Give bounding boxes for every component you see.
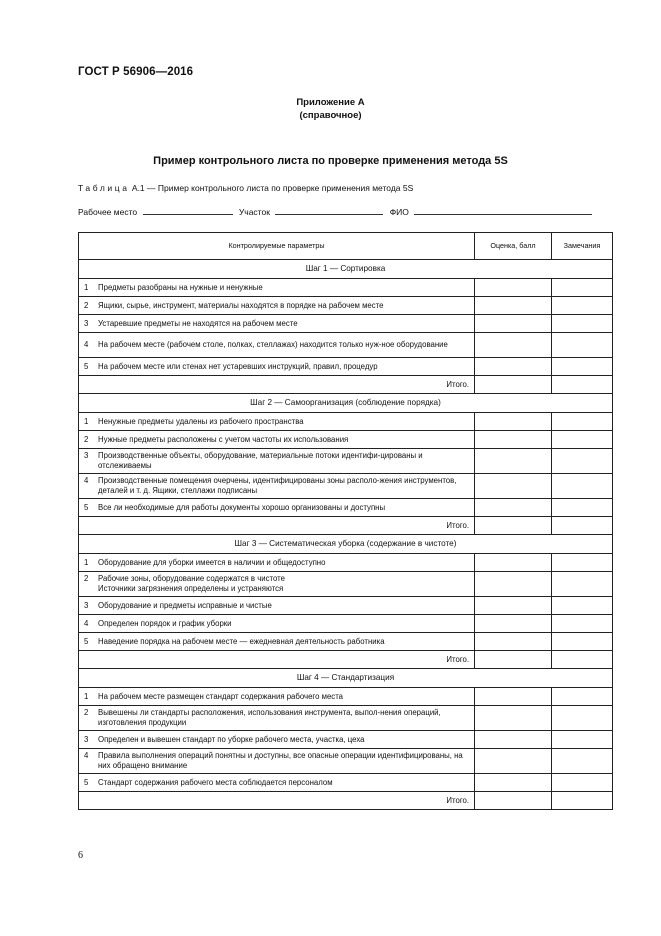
remarks-cell[interactable]	[552, 554, 613, 572]
item-text-block	[98, 601, 469, 611]
section-label: Участок	[238, 207, 270, 217]
checklist-item	[79, 749, 475, 774]
checklist-item	[79, 633, 475, 651]
score-cell[interactable]	[475, 572, 552, 597]
total-score-cell[interactable]	[475, 376, 552, 394]
item-text-block	[98, 340, 469, 350]
item-number: 3	[84, 600, 89, 610]
item-number: 3	[84, 318, 89, 328]
column-header-remarks: Замечания	[552, 233, 613, 260]
item-number: 2	[84, 708, 89, 717]
checklist-item	[79, 688, 475, 706]
item-text-block	[98, 619, 469, 629]
item-text: Рабочие зоны, оборудование содержатся в чистоте	[98, 574, 285, 583]
item-number: 2	[84, 300, 89, 310]
remarks-cell[interactable]	[552, 474, 613, 499]
checklist-row	[79, 597, 613, 615]
checklist-item	[79, 315, 475, 333]
checklist-row	[79, 633, 613, 651]
item-text: Стандарт содержания рабочего места соблюдается персоналом	[98, 777, 333, 787]
item-content	[84, 435, 469, 445]
item-text: На рабочем месте или стенах нет устаревших инструкций, правил, процедур	[98, 361, 378, 371]
checklist-item	[79, 615, 475, 633]
table-caption-text: — Пример контрольного листа по проверке применения метода 5S	[147, 183, 414, 193]
item-text-block	[98, 362, 469, 372]
item-content	[84, 451, 469, 471]
checklist-row	[79, 554, 613, 572]
total-label: Итого.	[79, 651, 475, 669]
table-caption-number: А.1	[131, 183, 145, 193]
item-content	[84, 340, 469, 350]
checklist-item	[79, 358, 475, 376]
column-header-params: Контролируемые параметры	[79, 233, 475, 260]
checklist-item	[79, 706, 475, 731]
total-remarks-cell[interactable]	[552, 792, 613, 810]
step-header-row	[79, 260, 613, 279]
item-number: 1	[84, 691, 89, 701]
table-caption	[78, 183, 413, 193]
item-text: Предметы разобраны на нужные и ненужные	[98, 282, 263, 292]
remarks-cell[interactable]	[552, 633, 613, 651]
remarks-cell[interactable]	[552, 572, 613, 597]
item-text: Оборудование для уборки имеется в наличии и общедоступно	[98, 557, 326, 567]
total-score-cell[interactable]	[475, 651, 552, 669]
checklist-row	[79, 315, 613, 333]
checklist-row	[79, 499, 613, 517]
total-label: Итого.	[79, 376, 475, 394]
score-cell[interactable]	[475, 315, 552, 333]
score-cell[interactable]	[475, 633, 552, 651]
item-number: 4	[84, 476, 89, 485]
checklist-row	[79, 279, 613, 297]
item-number: 5	[84, 502, 89, 512]
step-title: Шаг 1 — Сортировка	[79, 260, 613, 279]
item-number: 1	[84, 416, 89, 426]
checklist-row	[79, 449, 613, 474]
item-content	[84, 751, 469, 771]
item-text-block	[98, 451, 469, 471]
item-text-block	[98, 637, 469, 647]
item-text: Правила выполнения операций понятны и доступны, все опасные операции идентифицированы, на них обращено внимание	[98, 751, 463, 770]
total-row	[79, 517, 613, 535]
item-number: 3	[84, 451, 89, 460]
remarks-cell[interactable]	[552, 615, 613, 633]
step-header-row	[79, 535, 613, 554]
item-content	[84, 301, 469, 311]
name-label: ФИО	[389, 207, 409, 217]
item-text-block	[98, 735, 469, 745]
item-content	[84, 503, 469, 513]
step-title: Шаг 3 — Систематическая уборка (содержание в чистоте)	[79, 535, 613, 554]
remarks-cell[interactable]	[552, 358, 613, 376]
score-cell[interactable]	[475, 474, 552, 499]
item-text-block	[98, 503, 469, 513]
remarks-cell[interactable]	[552, 431, 613, 449]
item-content	[84, 417, 469, 427]
item-text: На рабочем месте (рабочем столе, полках, стеллажах) находится только нуж-ное оборудование	[98, 340, 448, 349]
item-content	[84, 778, 469, 788]
remarks-cell[interactable]	[552, 315, 613, 333]
checklist-row	[79, 688, 613, 706]
score-cell[interactable]	[475, 279, 552, 297]
score-cell[interactable]	[475, 333, 552, 358]
workplace-field[interactable]	[143, 206, 233, 215]
header-row	[79, 233, 613, 260]
remarks-cell[interactable]	[552, 688, 613, 706]
item-text-block	[98, 319, 469, 329]
score-cell[interactable]	[475, 297, 552, 315]
item-text: Ненужные предметы удалены из рабочего пространства	[98, 416, 304, 426]
standard-number: ГОСТ Р 56906—2016	[78, 66, 194, 78]
checklist-row	[79, 358, 613, 376]
item-content	[84, 601, 469, 611]
item-text: Наведение порядка на рабочем месте — ежедневная деятельность работника	[98, 636, 385, 646]
score-cell[interactable]	[475, 774, 552, 792]
total-score-cell[interactable]	[475, 517, 552, 535]
item-number: 1	[84, 557, 89, 567]
item-content	[84, 283, 469, 293]
checklist-body	[79, 233, 613, 810]
item-text-block	[98, 283, 469, 293]
item-text-block	[98, 435, 469, 445]
item-text: Определен и вывешен стандарт по уборке рабочего места, участка, цеха	[98, 734, 365, 744]
item-text-block	[98, 751, 469, 771]
checklist-item	[79, 731, 475, 749]
total-row	[79, 792, 613, 810]
item-text-block	[98, 708, 469, 728]
item-text-second-line: Источники загрязнения определены и устраняются	[98, 584, 284, 593]
score-cell[interactable]	[475, 358, 552, 376]
remarks-cell[interactable]	[552, 499, 613, 517]
step-title: Шаг 4 — Стандартизация	[79, 669, 613, 688]
annex-heading	[0, 96, 661, 122]
item-text: На рабочем месте размещен стандарт содержания рабочего места	[98, 691, 344, 701]
column-header-score: Оценка, балл	[475, 233, 552, 260]
checklist-item	[79, 572, 475, 597]
checklist-item	[79, 774, 475, 792]
remarks-cell[interactable]	[552, 749, 613, 774]
checklist-row	[79, 413, 613, 431]
remarks-cell[interactable]	[552, 449, 613, 474]
item-text-block	[98, 417, 469, 427]
score-cell[interactable]	[475, 749, 552, 774]
remarks-cell[interactable]	[552, 333, 613, 358]
checklist-item	[79, 279, 475, 297]
item-content	[84, 558, 469, 568]
checklist-item	[79, 554, 475, 572]
name-field[interactable]	[414, 206, 592, 215]
checklist-row	[79, 749, 613, 774]
item-text: Все ли необходимые для работы документы хорошо организованы и доступны	[98, 502, 386, 512]
score-cell[interactable]	[475, 731, 552, 749]
checklist-item	[79, 413, 475, 431]
checklist-row	[79, 333, 613, 358]
item-text: Определен порядок и график уборки	[98, 618, 232, 628]
item-text-block	[98, 692, 469, 702]
checklist-row	[79, 731, 613, 749]
item-content	[84, 637, 469, 647]
item-content	[84, 319, 469, 329]
item-text-block	[98, 778, 469, 788]
total-label: Итого.	[79, 792, 475, 810]
document-title: Пример контрольного листа по проверке применения метода 5S	[153, 155, 508, 167]
score-cell[interactable]	[475, 688, 552, 706]
section-field[interactable]	[275, 206, 383, 215]
remarks-cell[interactable]	[552, 597, 613, 615]
remarks-cell[interactable]	[552, 706, 613, 731]
workplace-label: Рабочее место	[78, 207, 138, 217]
item-content	[84, 619, 469, 629]
checklist-item	[79, 597, 475, 615]
step-title: Шаг 2 — Самоорганизация (соблюдение порядка)	[79, 394, 613, 413]
score-cell[interactable]	[475, 431, 552, 449]
form-fields	[78, 206, 612, 217]
item-number: 2	[84, 434, 89, 444]
checklist-item	[79, 449, 475, 474]
checklist-row	[79, 774, 613, 792]
score-cell[interactable]	[475, 449, 552, 474]
score-cell[interactable]	[475, 597, 552, 615]
checklist-row	[79, 572, 613, 597]
checklist-item	[79, 474, 475, 499]
checklist-table	[78, 232, 613, 810]
item-text-block	[98, 301, 469, 311]
item-text: Оборудование и предметы исправные и чистые	[98, 600, 272, 610]
item-number: 5	[84, 777, 89, 787]
total-label: Итого.	[79, 517, 475, 535]
checklist-row	[79, 474, 613, 499]
checklist-row	[79, 706, 613, 731]
item-text: Устаревшие предметы не находятся на рабочем месте	[98, 318, 298, 328]
score-cell[interactable]	[475, 615, 552, 633]
score-cell[interactable]	[475, 499, 552, 517]
score-cell[interactable]	[475, 554, 552, 572]
remarks-cell[interactable]	[552, 297, 613, 315]
total-score-cell[interactable]	[475, 792, 552, 810]
item-number: 4	[84, 340, 89, 349]
step-header-row	[79, 669, 613, 688]
checklist-row	[79, 615, 613, 633]
annex-note: (справочное)	[299, 110, 362, 121]
item-number: 2	[84, 574, 89, 583]
item-text: Производственные помещения очерчены, идентифицированы зоны располо-жения инструментов, деталей и т. д. Ящики, стеллажи подписаны	[98, 476, 457, 495]
remarks-cell[interactable]	[552, 731, 613, 749]
score-cell[interactable]	[475, 706, 552, 731]
item-content	[84, 476, 469, 496]
item-number: 5	[84, 361, 89, 371]
total-row	[79, 651, 613, 669]
item-text-block	[98, 558, 469, 568]
table-caption-label: Таблица	[78, 183, 130, 193]
total-row	[79, 376, 613, 394]
checklist-item	[79, 333, 475, 358]
checklist-item	[79, 297, 475, 315]
item-number: 4	[84, 618, 89, 628]
step-header-row	[79, 394, 613, 413]
checklist-item	[79, 499, 475, 517]
item-number: 1	[84, 282, 89, 292]
item-number: 3	[84, 734, 89, 744]
item-content	[84, 362, 469, 372]
item-number: 5	[84, 636, 89, 646]
item-content	[84, 708, 469, 728]
item-text: Вывешены ли стандарты расположения, использования инструмента, выпол-нения операций, изготовления продукции	[98, 708, 441, 727]
item-text: Нужные предметы расположены с учетом частоты их использования	[98, 434, 349, 444]
total-remarks-cell[interactable]	[552, 517, 613, 535]
item-content	[84, 574, 469, 594]
item-content	[84, 692, 469, 702]
checklist-row	[79, 431, 613, 449]
checklist-row	[79, 297, 613, 315]
remarks-cell[interactable]	[552, 413, 613, 431]
remarks-cell[interactable]	[552, 279, 613, 297]
score-cell[interactable]	[475, 413, 552, 431]
total-remarks-cell[interactable]	[552, 651, 613, 669]
checklist-item	[79, 431, 475, 449]
page-number: 6	[78, 850, 83, 861]
item-text-block	[98, 476, 469, 496]
item-number: 4	[84, 751, 89, 760]
annex-title: Приложение А	[296, 97, 365, 108]
item-text: Производственные объекты, оборудование, материальные потоки идентифи-цированы и отслеживаемы	[98, 451, 423, 470]
remarks-cell[interactable]	[552, 774, 613, 792]
item-text-block	[98, 574, 469, 594]
item-content	[84, 735, 469, 745]
total-remarks-cell[interactable]	[552, 376, 613, 394]
item-text: Ящики, сырье, инструмент, материалы находятся в порядке на рабочем месте	[98, 300, 384, 310]
